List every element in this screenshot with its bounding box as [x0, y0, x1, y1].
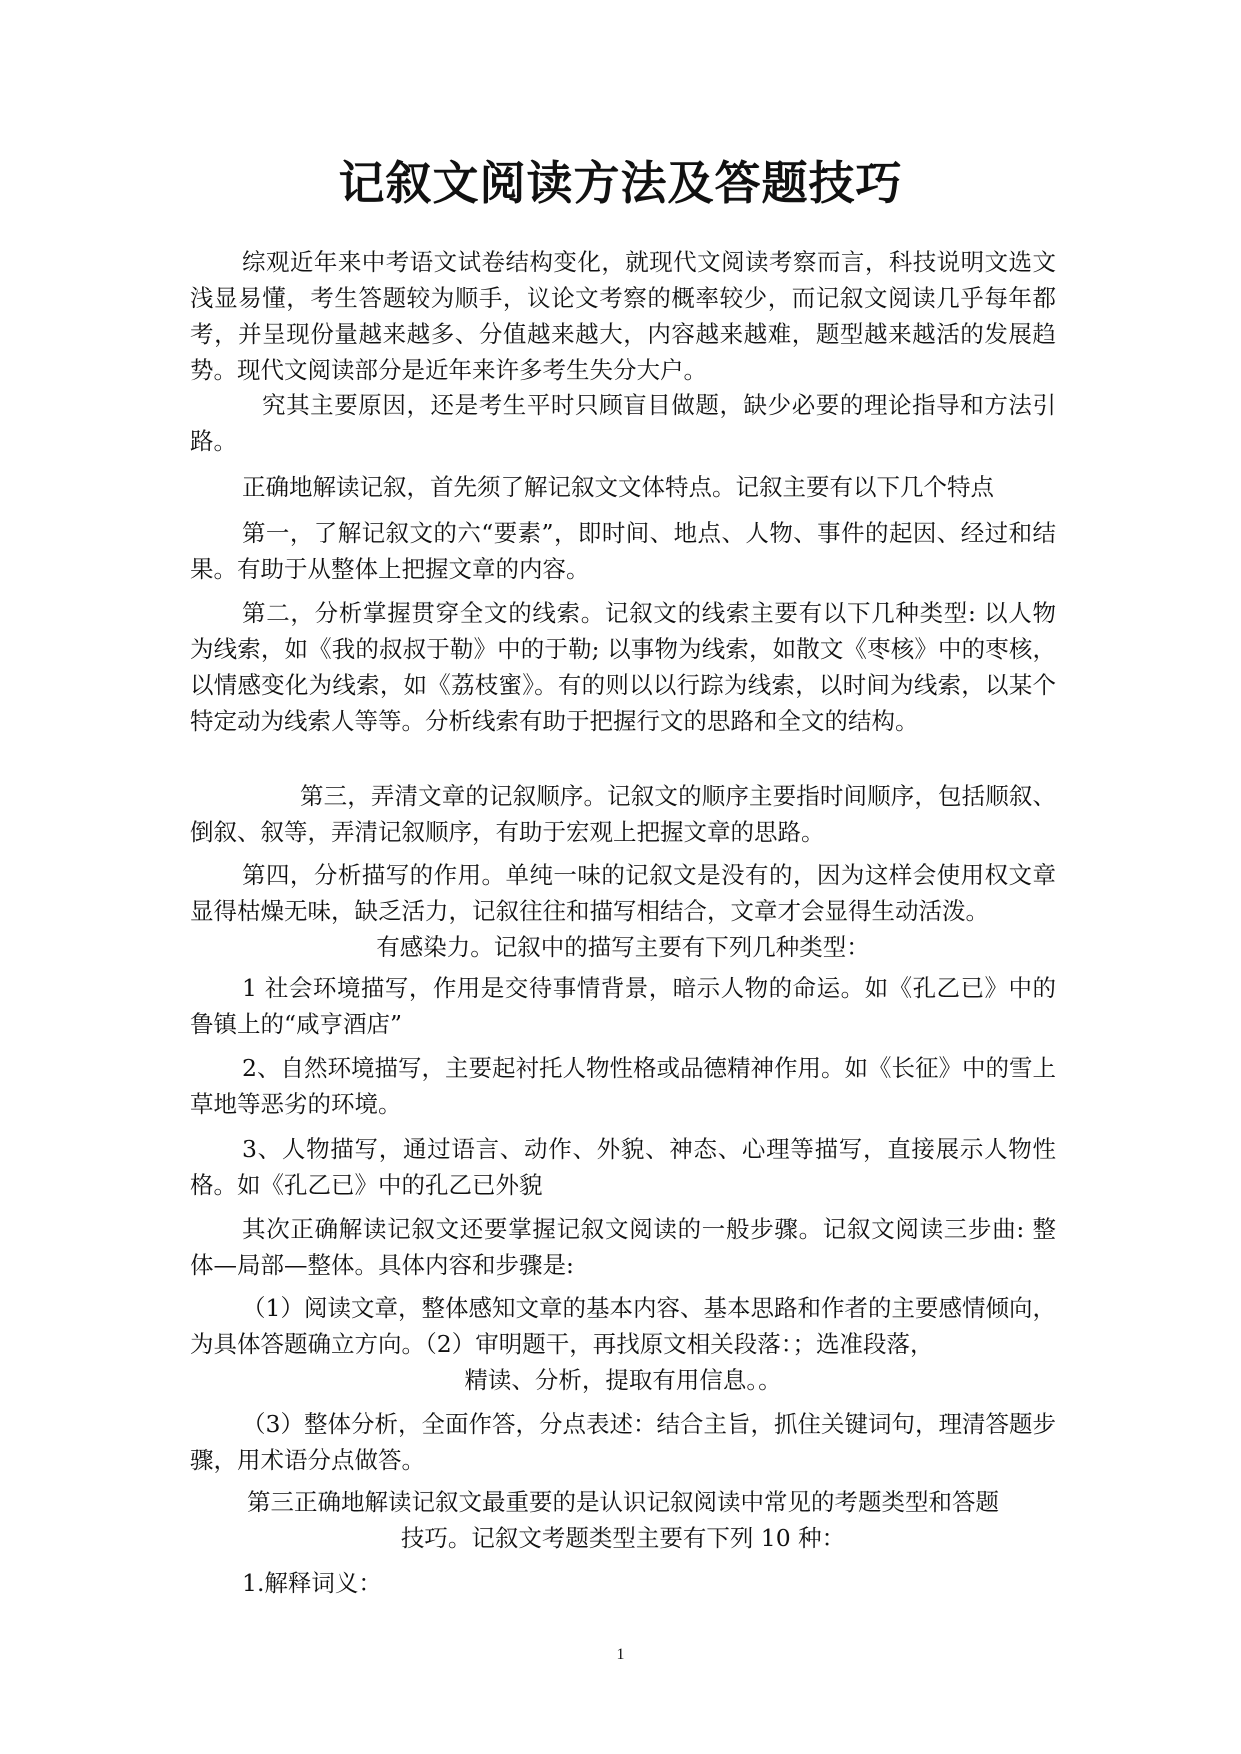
paragraph-question-types	[190, 1484, 1056, 1556]
document-title: 记叙文阅读方法及答题技巧	[338, 156, 903, 210]
paragraph-natural-environment: 2、自然环境描写，主要起衬托人物性格或品德精神作用。如《长征》中的雪上草地等恶劣的环境。	[190, 1054, 1056, 1118]
paragraph-features-intro: 正确地解读记叙，首先须了解记叙文文体特点。记叙主要有以下几个特点	[242, 473, 994, 501]
paragraph-second-point: 第二，分析掌握贯穿全文的线索。记叙文的线索主要有以下几种类型: 以人物为线索，如《我的叔叔于勒》中的于勒; 以事物为线索，如散文《枣核》中的枣核，以情感变化为线索，如《荔枝蜜》。有的则以以行踪为线索，以时间为线索，以某个特定动为线索人等等。分析线索有助于把握行文的思路和全文的结构。	[190, 599, 1056, 735]
paragraph-first-point: 第一，了解记叙文的六“要素”，即时间、地点、人物、事件的起因、经过和结果。有助于从整体上把握文章的内容。	[190, 519, 1056, 583]
paragraph-step-three: （3）整体分析，全面作答，分点表述：结合主旨，抓住关键词句，理清答题步骤，用术语分点做答。	[190, 1410, 1056, 1474]
paragraph-fourth-point	[190, 857, 1056, 965]
paragraph-fourth-point-text: 第四，分析描写的作用。单纯一味的记叙文是没有的，因为这样会使用权文章显得枯燥无味，缺乏活力，记叙往往和描写相结合，文章才会显得生动活泼。	[190, 861, 1056, 925]
paragraph-social-environment: 1 社会环境描写，作用是交待事情背景，暗示人物的命运。如《孔乙已》中的鲁镇上的“咸亨酒店”	[190, 974, 1056, 1038]
paragraph-question-types-line1: 第三正确地解读记叙文最重要的是认识记叙阅读中常见的考题类型和答题	[247, 1488, 999, 1516]
page-number: 1	[616, 1646, 625, 1663]
paragraph-question-types-line2: 技巧。记叙文考题类型主要有下列 10 种：	[400, 1524, 846, 1552]
paragraph-third-point: 第三，弄清文章的记叙顺序。记叙文的顺序主要指时间顺序，包括顺叙、倒叙、叙等，弄清记叙顺序，有助于宏观上把握文章的思路。	[190, 782, 1056, 846]
paragraph-reason: 究其主要原因，还是考生平时只顾盲目做题，缺少必要的理论指导和方法引路。	[190, 391, 1056, 455]
paragraph-intro: 综观近年来中考语文试卷结构变化，就现代文阅读考察而言，科技说明文选文浅显易懂，考生答题较为顺手，议论文考察的概率较少，而记叙文阅读几乎每年都考，并呈现份量越来越多、分值越来越大，内容越来越难，题型越来越活的发展趋势。现代文阅读部分是近年来许多考生失分大户。	[190, 248, 1056, 384]
paragraph-reading-steps: 其次正确解读记叙文还要掌握记叙文阅读的一般步骤。记叙文阅读三步曲: 整体—局部—整体。具体内容和步骤是:	[190, 1215, 1056, 1279]
paragraph-explain-words: 1.解释词义：	[242, 1569, 382, 1597]
paragraph-step-one-two-text: （1）阅读文章，整体感知文章的基本内容、基本思路和作者的主要感情倾向，为具体答题确立方向。（2）审明题干，再找原文相关段落：；选准段落，	[190, 1294, 1056, 1358]
paragraph-character-description: 3、人物描写，通过语言、动作、外貌、神态、心理等描写，直接展示人物性格。如《孔乙已》中的孔乙已外貌	[190, 1135, 1056, 1199]
paragraph-step-one-two-tail: 精读、分析，提取有用信息。。	[464, 1366, 782, 1394]
paragraph-step-one-two	[190, 1290, 1056, 1398]
paragraph-fourth-point-tail: 有感染力。记叙中的描写主要有下列几种类型：	[376, 933, 870, 961]
